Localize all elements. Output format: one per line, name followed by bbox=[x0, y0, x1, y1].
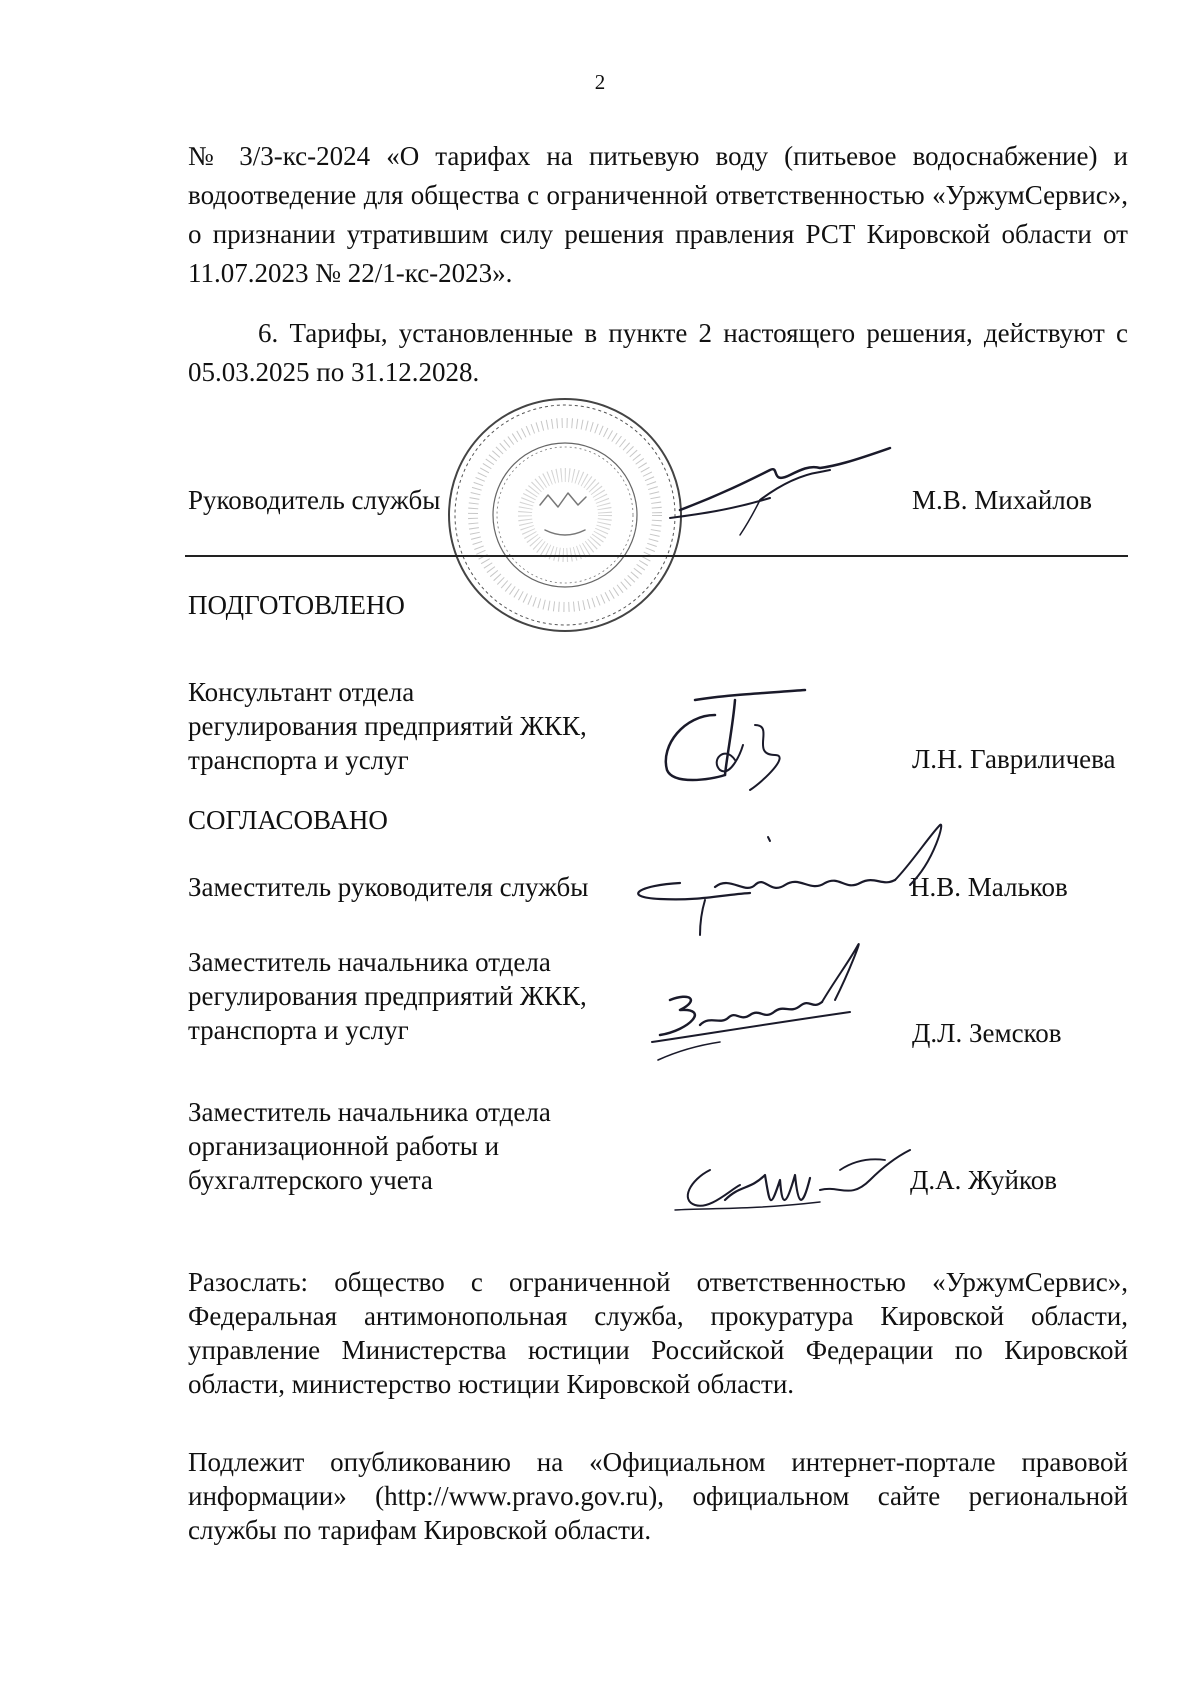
prepared-position-line: Консультант отдела bbox=[188, 677, 415, 707]
signature-divider-line bbox=[185, 555, 1128, 557]
agreed-signer-3-position-line: бухгалтерского учета bbox=[188, 1165, 433, 1195]
agreed-signer-2-position-line: регулирования предприятий ЖКК, bbox=[188, 981, 587, 1011]
agreed-signer-2-signature bbox=[640, 930, 870, 1080]
agreed-signer-2-name: Д.Л. Земсков bbox=[912, 1018, 1062, 1048]
paragraph-continuation: № 3/3-кс-2024 «О тарифах на питьевую воду (питьевое водоснабжение) и водоотведение для общества с ограниченной ответственностью «УржумСервис», о признании утратившим силу решения правления РСТ Кировской области от 11.07.2023 № 22/1-кс-2023». bbox=[188, 141, 1128, 288]
prepared-position-line: транспорта и услуг bbox=[188, 745, 409, 775]
agreed-signer-3-position-line: организационной работы и bbox=[188, 1131, 500, 1161]
paragraph-6: 6. Тарифы, установленные в пункте 2 настоящего решения, действуют с 05.03.2025 по 31.12.2028. bbox=[188, 318, 1128, 387]
distribution-list: Разослать: общество с ограниченной ответственностью «УржумСервис», Федеральная антимонопольная служба, прокуратура Кировской области, управление Министерства юстиции Российской Федерации по Кировской области, министерство юстиции Кировской области. bbox=[188, 1267, 1128, 1399]
head-signature bbox=[660, 440, 920, 540]
official-seal-stamp bbox=[445, 395, 685, 635]
agreed-signer-3-name: Д.А. Жуйков bbox=[910, 1165, 1057, 1195]
prepared-position bbox=[188, 675, 648, 777]
agreed-signer-2-position bbox=[188, 945, 648, 1047]
agreed-signer-3-signature bbox=[670, 1130, 920, 1230]
head-name: М.В. Михайлов bbox=[912, 485, 1093, 515]
agreed-signer-1-signature bbox=[620, 825, 950, 940]
page-number: 2 bbox=[594, 70, 606, 94]
prepared-signature bbox=[655, 685, 815, 795]
publication-note: Подлежит опубликованию на «Официальном интернет-портале правовой информации» (http://www.pravo.gov.ru), официальном сайте региональной службы по тарифам Кировской области. bbox=[188, 1447, 1128, 1545]
agreed-signer-2-position-line: Заместитель начальника отдела bbox=[188, 947, 551, 977]
agreed-signer-3-position bbox=[188, 1095, 648, 1197]
prepared-heading: ПОДГОТОВЛЕНО bbox=[188, 590, 405, 620]
agreed-signer-1-position: Заместитель руководителя службы bbox=[188, 872, 589, 902]
prepared-name: Л.Н. Гавриличева bbox=[912, 744, 1116, 774]
agreed-heading: СОГЛАСОВАНО bbox=[188, 805, 388, 835]
agreed-signer-3-position-line: Заместитель начальника отдела bbox=[188, 1097, 551, 1127]
head-position: Руководитель службы bbox=[188, 485, 441, 515]
prepared-position-line: регулирования предприятий ЖКК, bbox=[188, 711, 587, 741]
agreed-signer-1-name: Н.В. Мальков bbox=[910, 872, 1068, 902]
agreed-signer-2-position-line: транспорта и услуг bbox=[188, 1015, 409, 1045]
